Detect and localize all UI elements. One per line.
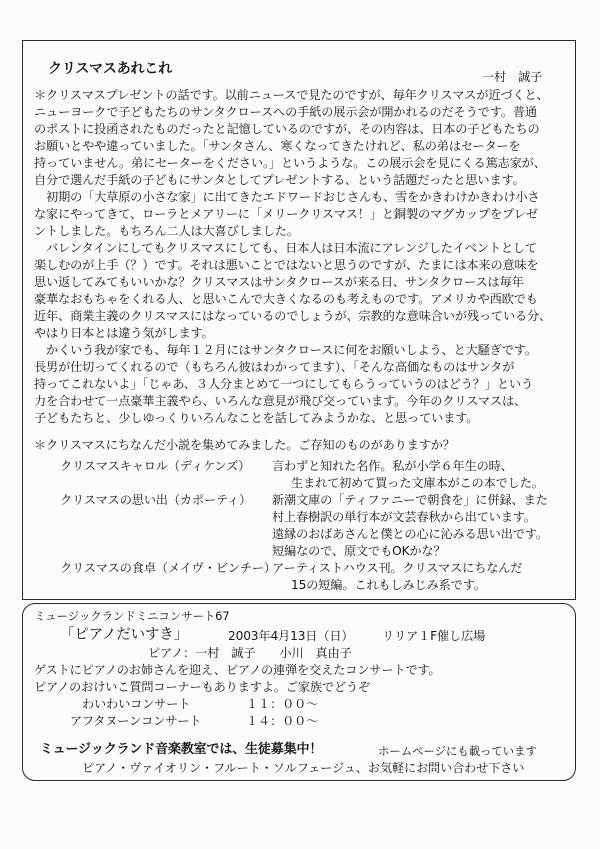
book-note: 新潮文庫の「ティファニーで朝食を」に併録、また	[272, 493, 548, 507]
session-time: １１：００～	[246, 697, 319, 711]
session-name: わいわいコンサート	[82, 697, 191, 711]
paragraph-line: 自分で選んだ手紙の子どもにサンタとしてプレゼントする、という話題だったと思います。	[34, 173, 525, 187]
paragraph-line: 楽しむのが上手（？）です。それは悪いことではないと思うのですが、たまには本来の意味を	[34, 258, 539, 272]
concert-series: ミュージックランドミニコンサート67	[34, 609, 230, 623]
paragraph-line: やはり日本とは違う気がします。	[34, 326, 214, 340]
paragraph-line: 力を合わせて一点豪華主義やら、いろんな意見が飛び交っています。今年のクリスマスは、	[34, 394, 527, 408]
book-note: 遠縁のおばあさんと僕との心に沁みる思い出です。	[272, 527, 548, 541]
concert-performers: ピアノ：一村 誠子 小川 真由子	[148, 646, 352, 660]
paragraph-line: 初期の「大草原の小さな家」に出てきたエドワードおじさんも、雪をかきわけかきわけ小さ	[34, 190, 540, 204]
session-name: アフタヌーンコンサート	[70, 714, 202, 728]
concert-date: 2003年4月13日（日）	[228, 629, 354, 643]
book-note: 言わずと知れた名作。私が小学６年生の時、	[272, 459, 513, 473]
courses-line: ピアノ・ヴァイオリン・フルート・ソルフェージュ、お気軽にお問い合わせ下さい	[82, 761, 525, 775]
article-title: クリスマスあれこれ	[48, 61, 173, 77]
recruit-heading: ミュージックランド音楽教室では、生徒募集中！	[40, 742, 323, 757]
paragraph-line: な家にやってきて、ローラとメアリーに「メリークリスマス！」と銅製のマグカップをプレゼ	[34, 207, 538, 221]
homepage-note: ホームページにも載っています	[378, 744, 537, 758]
book-title: クリスマスの食卓（メイヴ・ビンチー）	[60, 561, 276, 575]
book-note: 短編なので、原文でもOKかな？	[272, 544, 446, 558]
paragraph-line: ＊クリスマスプレゼントの話です。以前ニュースで見たのですが、毎年クリスマスが近づくと、	[34, 88, 549, 102]
books-intro: ＊クリスマスにちなんだ小説を集めてみました。ご存知のものがありますか？	[34, 438, 455, 452]
book-note: 村上春樹訳の単行本が文芸春秋から出ています。	[272, 510, 536, 524]
concert-description: ゲストにピアノのお姉さんを迎え、ピアノの連弾を交えたコンサートです。	[34, 663, 441, 677]
book-title: クリスマスの思い出（カポーティ）	[60, 493, 252, 507]
paragraph-line: 近年、商業主義のクリスマスにはなっているのでしょうが、宗教的な意味合いが残っている分、	[34, 309, 552, 323]
paragraph-line: 持っていません。弟にセーターをください。」というような。この展示会を見にくる篤志家が、	[34, 156, 546, 170]
paragraph-line: ニューヨークで子どもたちのサンタクロースへの手紙の展示会が開かれるのだそうです。普通	[34, 105, 537, 119]
article-author: 一村 誠子	[482, 70, 543, 84]
paragraph-line: 持ってこれないよ」「じゃあ、３人分まとめて一つにしてもらうっていうのはどう？」という	[34, 377, 533, 391]
paragraph-line: 思い返してみてもいいかな？クリスマスはサンタクロースが来る日、サンタクロースは毎年	[34, 275, 524, 289]
book-title: クリスマスキャロル（ディケンズ）	[60, 459, 251, 473]
concert-description: ピアノのおけいこ質問コーナーもありますよ。ご家族でどうぞ	[34, 680, 371, 694]
paragraph-line: 子どもたちと、少しゆっくりいろんなことを話してみようかな、と思っています。	[34, 411, 479, 425]
paragraph-line: お願いとやや違っていました。「サンタさん、寒くなってきたけれど、私の弟はセーターを	[34, 139, 521, 153]
paragraph-line: のポストに投函されたものだったと記憶しているのですが、その内容は、日本の子どもたちの	[34, 122, 540, 136]
book-note: 15の短編。これもしみじみ系です。	[291, 578, 486, 592]
session-time: １４：００～	[246, 714, 319, 728]
paragraph-line: かくいう我が家でも、毎年１２月にはサンタクロースに何をお願いしよう、と大騒ぎです。	[34, 343, 537, 357]
paragraph-line: バレンタインにしてもクリスマスにしても、日本人は日本流にアレンジしたイベントとして	[34, 241, 537, 255]
paragraph-line: ントしました。もちろん二人は大喜びしました。	[34, 224, 299, 238]
paragraph-line: 豪華なおもちゃをくれる人、と思いこんで大きくなるのも考えものです。アメリカや西欧でも	[34, 292, 538, 306]
concert-title: 「ピアノだいすき」	[60, 627, 188, 643]
paragraph-line: 長男が仕切ってくれるので（もちろん彼はわかってます）、「そんな高価なものはサンタが	[34, 360, 515, 374]
book-note: 生まれて初めて買った文庫本がこの本でした。	[291, 476, 544, 490]
concert-venue: リリア１F催し広場	[382, 629, 486, 643]
book-note: アーティストハウス刊。クリスマスにちなんだ	[272, 561, 523, 575]
